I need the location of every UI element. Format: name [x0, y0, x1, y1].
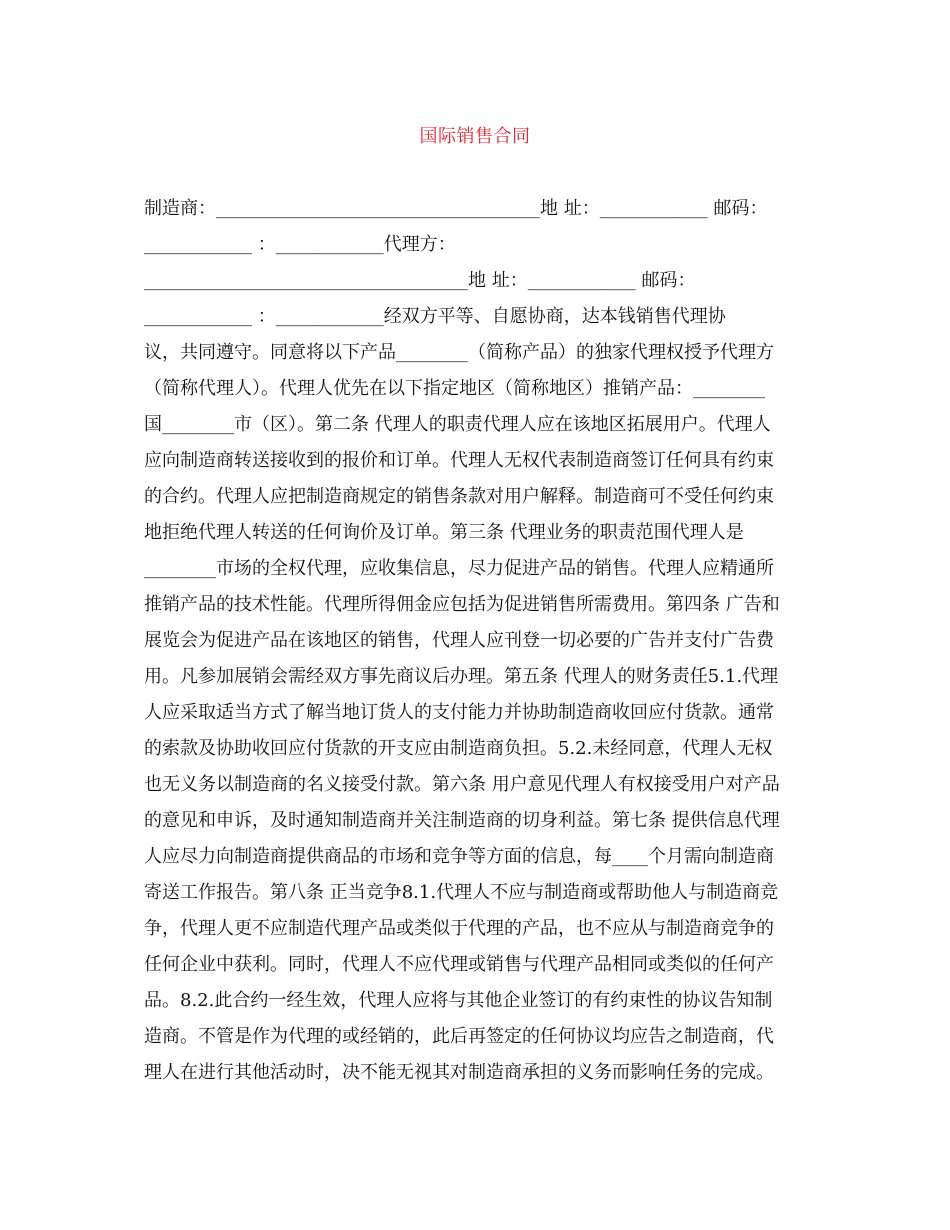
body-line: 议，共同遵守。同意将以下产品________（简称产品）的独家代理权授予代理方 [144, 342, 774, 363]
body-line: ____________ ：____________代理方： [144, 234, 456, 255]
body-line: 的索款及协助收回应付货款的开支应由制造商负担。5.2.未经同意，代理人无权 [144, 738, 773, 759]
body-line: 任何企业中获利。同时，代理人不应代理或销售与代理产品相同或类似的任何产 [144, 954, 774, 975]
body-line: 的合约。代理人应把制造商规定的销售条款对用户解释。制造商可不受任何约束 [144, 486, 774, 507]
body-line: 制造商：____________________________________地 址：____________ 邮码： [144, 198, 768, 219]
body-line: ________市场的全权代理，应收集信息，尽力促进产品的销售。代理人应精通所 [144, 558, 774, 579]
body-line: 人应尽力向制造商提供商品的市场和竞争等方面的信息，每____个月需向制造商 [144, 846, 774, 867]
body-line: 用。凡参加展销会需经双方事先商议后办理。第五条 代理人的财务责任5.1.代理 [144, 666, 779, 687]
body-line: 也无义务以制造商的名义接受付款。第六条 用户意见代理人有权接受用户对产品 [144, 774, 780, 795]
body-line: ____________ ：____________经双方平等、自愿协商，达本钱销售代理协 [144, 306, 726, 327]
body-line: 应向制造商转送接收到的报价和订单。代理人无权代表制造商签订任何具有约束 [144, 450, 774, 471]
body-line: 地拒绝代理人转送的任何询价及订单。第三条 代理业务的职责范围代理人是 [144, 522, 744, 543]
document-title: 国际销售合同 [419, 126, 531, 147]
body-line: 争，代理人更不应制造代理产品或类似于代理的产品，也不应从与制造商竞争的 [144, 918, 774, 939]
body-line: 人应采取适当方式了解当地订货人的支付能力并协助制造商收回应付货款。通常 [144, 702, 774, 723]
body-line: 展览会为促进产品在该地区的销售，代理人应刊登一切必要的广告并支付广告费 [144, 630, 774, 651]
body-line: ____________________________________地 址：____________ 邮码： [144, 270, 696, 291]
body-line: （简称代理人）。代理人优先在以下指定地区（简称地区）推销产品：________ [144, 378, 765, 399]
body-line: 的意见和申诉，及时通知制造商并关注制造商的切身利益。第七条 提供信息代理 [144, 810, 780, 831]
body-line: 寄送工作报告。第八条 正当竞争8.1.代理人不应与制造商或帮助他人与制造商竞 [144, 882, 779, 903]
body-line: 造商。不管是作为代理的或经销的，此后再签定的任何协议均应告之制造商，代 [144, 1026, 774, 1047]
body-line: 国________市（区）。第二条 代理人的职责代理人应在该地区拓展用户。代理人 [144, 414, 771, 435]
body-line: 推销产品的技术性能。代理所得佣金应包括为促进销售所需费用。第四条 广告和 [144, 594, 780, 615]
body-line: 理人在进行其他活动时，决不能无视其对制造商承担的义务而影响任务的完成。 [144, 1062, 774, 1083]
body-line: 品。8.2.此合约一经生效，代理人应将与其他企业签订的有约束性的协议告知制 [144, 990, 773, 1011]
